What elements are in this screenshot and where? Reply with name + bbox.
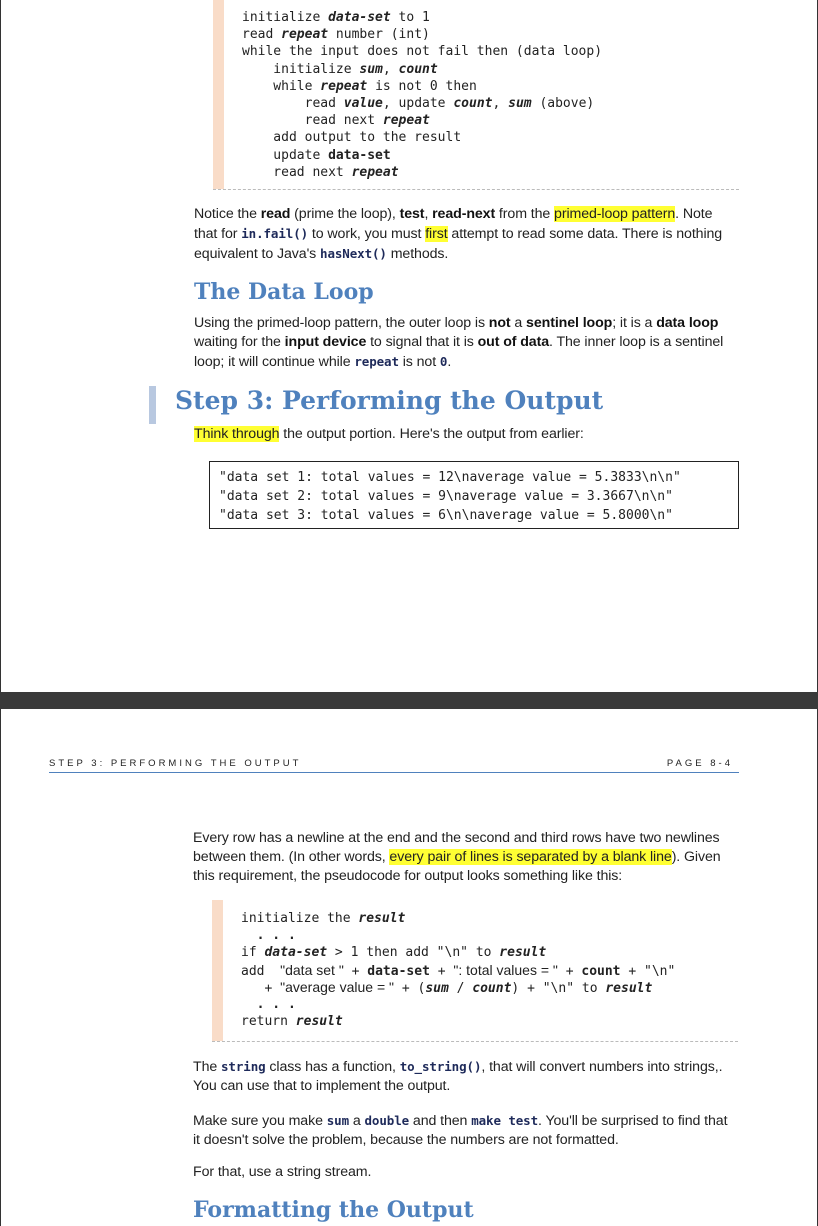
text-run: For that, use a string stream. bbox=[193, 1164, 372, 1180]
text-line bbox=[242, 61, 602, 78]
text-line bbox=[194, 205, 742, 224]
text-run: 0 bbox=[439, 354, 448, 369]
text-run: "data set " bbox=[280, 961, 344, 978]
every-row-paragraph bbox=[193, 829, 741, 886]
text-run: result bbox=[499, 945, 547, 961]
text-run: / bbox=[448, 980, 473, 996]
text-run: . bbox=[447, 354, 452, 370]
text-line bbox=[193, 1111, 741, 1131]
text-run: not bbox=[488, 315, 511, 331]
text-run: data loop bbox=[656, 315, 719, 331]
text-run: initialize the bbox=[241, 911, 359, 926]
data-loop-heading: The Data Loop bbox=[194, 279, 374, 305]
text-run: count bbox=[472, 980, 512, 996]
text-run: number (int) bbox=[328, 27, 430, 43]
text-run: (above) bbox=[531, 95, 595, 111]
highlighted-text: first bbox=[425, 226, 448, 242]
text-run: is not 0 then bbox=[367, 78, 477, 94]
text-run: initialize bbox=[242, 10, 329, 25]
text-run: ). Given bbox=[671, 849, 721, 865]
text-line bbox=[242, 43, 602, 60]
text-run: data-set bbox=[264, 945, 328, 961]
pseudocode-block-output bbox=[212, 900, 738, 1042]
code-accent-bar bbox=[212, 900, 223, 1041]
text-run: Every row has a newline at the end and the second and third rows have two newlines bbox=[193, 830, 720, 846]
text-line bbox=[193, 1077, 741, 1096]
think-through-paragraph bbox=[194, 425, 742, 444]
text-run: + ( bbox=[394, 980, 426, 996]
text-run: that for bbox=[194, 226, 242, 242]
text-line bbox=[194, 244, 742, 264]
text-run: read bbox=[242, 27, 282, 43]
pseudocode-text bbox=[242, 9, 602, 181]
text-line bbox=[194, 352, 742, 372]
text-line bbox=[194, 224, 742, 244]
text-line bbox=[241, 962, 675, 979]
text-run: read bbox=[242, 95, 344, 111]
text-run: repeat bbox=[354, 354, 399, 369]
text-line bbox=[241, 996, 675, 1013]
text-run: return bbox=[241, 1014, 296, 1030]
highlighted-text: primed-loop pattern bbox=[554, 206, 676, 222]
text-run: read bbox=[260, 206, 291, 222]
text-run: is not bbox=[398, 354, 440, 370]
string-class-paragraph bbox=[193, 1057, 741, 1096]
page-separator bbox=[0, 692, 818, 709]
text-run: count bbox=[453, 95, 493, 111]
text-run: update bbox=[242, 147, 329, 163]
text-line bbox=[193, 867, 741, 886]
text-run: data-set bbox=[328, 10, 391, 25]
highlighted-text: every pair of lines is separated by a blank line bbox=[389, 849, 672, 865]
text-run: , bbox=[492, 95, 509, 111]
text-run: repeat bbox=[281, 27, 329, 43]
text-run: it doesn't solve the problem, because the numbers are not formatted. bbox=[193, 1132, 619, 1148]
text-line bbox=[193, 829, 741, 848]
text-line bbox=[242, 95, 602, 112]
make-sum-double-paragraph bbox=[193, 1111, 741, 1150]
text-line bbox=[241, 910, 675, 927]
output-line: "data set 1: total values = 12\naverage value = 5.3833\n\n" bbox=[219, 470, 681, 485]
formatting-output-heading: Formatting the Output bbox=[193, 1197, 474, 1223]
text-run: data-set bbox=[367, 963, 430, 979]
text-line bbox=[242, 26, 602, 43]
text-run: Notice the bbox=[194, 206, 261, 222]
text-run: to_string() bbox=[399, 1059, 482, 1074]
text-run: make test bbox=[471, 1113, 539, 1128]
text-line bbox=[242, 78, 602, 95]
text-line bbox=[242, 164, 602, 181]
text-run: data-set bbox=[328, 147, 391, 163]
text-line bbox=[193, 1163, 741, 1182]
text-run: to work, you must bbox=[308, 226, 426, 242]
text-line bbox=[193, 1057, 741, 1077]
text-run: . You'll be surprised to find that bbox=[538, 1113, 728, 1129]
text-run: hasNext() bbox=[320, 246, 387, 261]
text-run: ; it is a bbox=[612, 315, 657, 331]
text-run: double bbox=[364, 1113, 410, 1128]
text-run: read next bbox=[242, 113, 383, 129]
text-line bbox=[241, 927, 675, 944]
text-run: methods. bbox=[386, 246, 449, 262]
text-run: , bbox=[382, 61, 399, 77]
data-loop-paragraph bbox=[194, 314, 742, 372]
text-line bbox=[194, 425, 742, 444]
text-run: class has a function, bbox=[265, 1059, 400, 1075]
text-run: read-next bbox=[432, 206, 496, 222]
text-run: out of data bbox=[477, 334, 550, 350]
text-run: + bbox=[343, 963, 368, 979]
text-run: result bbox=[358, 911, 406, 926]
text-run: attempt to read some data. There is nothing bbox=[447, 226, 723, 242]
text-run: sum bbox=[508, 95, 532, 111]
page-number: PAGE 8-4 bbox=[666, 758, 733, 769]
text-line bbox=[194, 333, 742, 352]
text-run: . . . bbox=[241, 928, 296, 944]
text-run: loop; it will continue while bbox=[194, 354, 355, 370]
text-run: a bbox=[349, 1113, 365, 1129]
expected-output-box bbox=[209, 461, 739, 529]
text-run: sum bbox=[425, 980, 449, 996]
text-run: , bbox=[424, 206, 433, 222]
output-line: "data set 2: total values = 9\naverage value = 3.3667\n\n" bbox=[219, 489, 673, 504]
text-run: , that will convert numbers into strings,. bbox=[481, 1059, 723, 1075]
text-run: + bbox=[429, 963, 454, 979]
text-run: a bbox=[510, 315, 527, 331]
string-stream-paragraph bbox=[193, 1163, 741, 1182]
text-run: to 1 bbox=[390, 10, 430, 25]
step3-heading: Step 3: Performing the Output bbox=[175, 386, 604, 415]
pseudocode-block-input bbox=[213, 0, 739, 190]
expected-output-text bbox=[219, 468, 681, 525]
running-header-title: STEP 3: PERFORMING THE OUTPUT bbox=[49, 758, 302, 769]
text-run: . The inner loop is a sentinel bbox=[549, 334, 724, 350]
text-run: The bbox=[193, 1059, 221, 1075]
text-run: . Note bbox=[675, 206, 713, 222]
text-run: to signal that it is bbox=[366, 334, 478, 350]
text-run: sum bbox=[326, 1113, 350, 1128]
text-line bbox=[241, 944, 675, 961]
text-run: in.fail() bbox=[241, 226, 309, 241]
text-run: + bbox=[557, 963, 582, 979]
text-run: if bbox=[241, 945, 265, 961]
text-line bbox=[242, 129, 602, 146]
text-run: add output to the result bbox=[242, 130, 462, 146]
heading-accent-bar bbox=[149, 386, 156, 424]
text-run: while the input does not fail then (data loop) bbox=[242, 44, 603, 60]
text-run: equivalent to Java's bbox=[194, 246, 321, 262]
text-run: "average value = " bbox=[280, 978, 394, 995]
pseudocode-text bbox=[241, 910, 675, 1030]
text-run: , update bbox=[382, 95, 454, 111]
text-run: while bbox=[242, 78, 321, 94]
text-line bbox=[242, 147, 602, 164]
text-run: count bbox=[581, 963, 621, 979]
text-run: + bbox=[241, 980, 281, 996]
text-run: value bbox=[343, 95, 383, 111]
text-line bbox=[193, 1131, 741, 1150]
text-run: read next bbox=[242, 164, 352, 180]
text-run: + "\n" bbox=[620, 963, 676, 979]
text-run: between them. (In other words, bbox=[193, 849, 390, 865]
text-run: the output portion. Here's the output from earlier: bbox=[279, 426, 584, 442]
text-run: repeat bbox=[320, 78, 368, 94]
text-run: this requirement, the pseudocode for output looks something like this: bbox=[193, 868, 623, 884]
text-run: result bbox=[605, 980, 653, 996]
text-run: test bbox=[399, 206, 425, 222]
output-line: "data set 3: total values = 6\n\naverage value = 5.8000\n" bbox=[219, 508, 673, 523]
text-run: result bbox=[295, 1014, 343, 1030]
text-run: (prime the loop), bbox=[290, 206, 400, 222]
text-run: string bbox=[221, 1059, 266, 1074]
text-run: initialize bbox=[242, 61, 360, 77]
text-run: count bbox=[398, 61, 438, 77]
highlighted-text: Think through bbox=[194, 426, 280, 442]
text-run: You can use that to implement the output. bbox=[193, 1078, 451, 1094]
text-run: Make sure you make bbox=[193, 1113, 327, 1129]
text-run: . . . bbox=[241, 996, 296, 1012]
text-line bbox=[242, 9, 602, 26]
text-run: add bbox=[241, 963, 281, 979]
text-run: sentinel loop bbox=[526, 315, 613, 331]
text-line bbox=[241, 1013, 675, 1030]
text-line bbox=[193, 848, 741, 867]
text-run: waiting for the bbox=[194, 334, 285, 350]
text-run: ": total values = " bbox=[453, 961, 558, 978]
text-run: Using the primed-loop pattern, the outer loop is bbox=[194, 315, 489, 331]
text-run: > 1 then add "\n" to bbox=[327, 945, 500, 961]
text-line bbox=[242, 112, 602, 129]
notice-paragraph bbox=[194, 205, 742, 264]
text-run: repeat bbox=[351, 164, 399, 180]
text-line bbox=[194, 314, 742, 333]
running-header bbox=[49, 752, 739, 773]
text-run: and then bbox=[409, 1113, 472, 1129]
text-run: ) + "\n" to bbox=[511, 980, 606, 996]
text-run: from the bbox=[495, 206, 555, 222]
text-run: repeat bbox=[382, 113, 430, 129]
code-accent-bar bbox=[213, 0, 224, 189]
text-line bbox=[241, 979, 675, 996]
text-run: input device bbox=[284, 334, 367, 350]
text-run: sum bbox=[359, 61, 383, 77]
